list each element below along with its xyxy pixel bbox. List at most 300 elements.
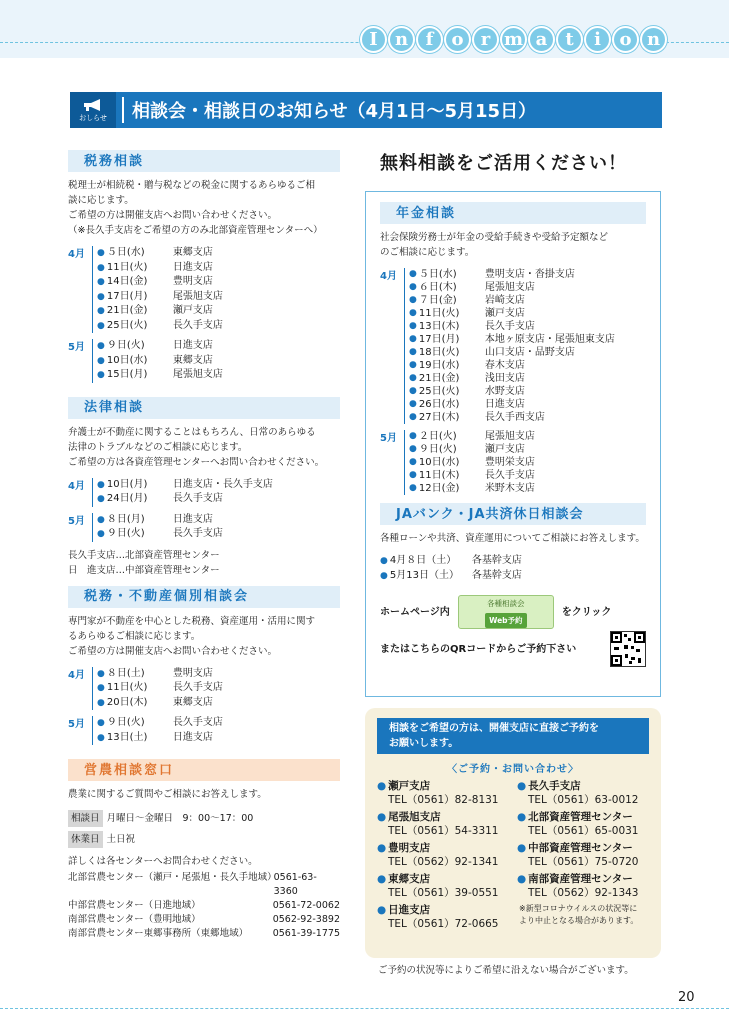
schedule-venue: 尾張旭支店 [484,282,535,293]
schedule-row [97,478,273,493]
bullet-icon: ● [409,269,417,279]
web-reservation-button[interactable] [458,595,554,629]
schedule-row [409,294,615,307]
realestate-description [68,614,340,659]
schedule-date: 25日(火) [106,319,148,331]
bullet-icon: ● [97,248,105,258]
month-label: 4月 [68,249,85,260]
schedule-row [97,527,223,542]
schedule-venue: 日進支店 [172,261,213,273]
bullet-icon: ● [97,683,105,693]
tag-value: 月曜日～金曜日 9：00～17：00 [106,813,254,824]
agri-more: 詳しくは各センターへお問合わせください。 [68,856,258,867]
brand-letter: I [360,26,387,53]
bullet-icon: ● [97,277,105,287]
bullet-icon: ● [409,444,417,454]
branch-name [377,903,509,917]
schedule-date: 20日(木) [106,696,148,708]
schedule-venue: 長久手支店 [172,682,223,693]
schedule-venue: 春木支店 [484,360,525,371]
pension-description [380,230,646,260]
month-label: 5月 [68,515,85,527]
branch-name-text: 南部資産管理センター [528,873,633,885]
schedule-date: 25日(火) [418,386,460,397]
tag: 相談日 [68,810,103,827]
bullet-icon: ● [97,262,105,273]
desc-line: ご希望の方は開催支店へお問い合わせください。 [68,645,278,657]
notice-header [70,92,662,128]
schedule-date: ２日(火) [418,431,457,442]
ja-date-list [380,554,646,583]
schedule-date: 10日(水) [106,354,148,366]
center-name: 南部営農センター（豊明地域） [68,914,201,925]
schedule-venue: 長久手支店 [172,717,223,728]
schedule-date: ９日(火) [418,444,457,455]
schedule-venue: 瀬戸支店 [172,305,213,316]
branch-contact [377,872,509,901]
schedule-date: 13日(土) [106,731,148,743]
center-row [68,899,340,913]
bullet-icon: ● [409,360,417,370]
contact-header-line: お願いします。 [389,738,459,749]
brand-letter: o [612,26,639,53]
realestate-heading: 税務・不動産個別相談会 [68,586,340,608]
branch-name [517,810,649,824]
branch-tel[interactable]: TEL（0561）72-0665 [388,918,499,930]
bullet-icon: ● [517,873,527,885]
branch-contact [517,872,649,901]
law-may [68,513,340,542]
branch-name-text: 東郷支店 [388,873,431,885]
badge-button-label: Web予約 [485,613,526,628]
desc-line: 弁護士が不動産に関することはもちろん、日常のあらゆる [68,426,316,438]
schedule-date: 10日(月) [106,478,148,490]
schedule-venue: 東郷支店 [172,247,213,258]
header-separator [122,97,124,123]
schedule-row [97,492,273,507]
schedule-row [97,290,223,305]
branch-name-text: 日進支店 [388,904,431,916]
schedule-venue: 岩崎支店 [484,295,525,306]
schedule-date: 27日(木) [418,412,460,423]
desc-line: 談に応じます。 [68,195,134,206]
branch-name [517,841,649,855]
schedule-date: ６日(木) [418,282,457,293]
schedule-date: 14日(金) [106,276,148,287]
bullet-icon: ● [97,306,105,316]
schedule-row [409,482,535,495]
schedule-row [97,716,223,731]
center-tel: 0562-92-3892 [272,914,340,925]
information-title [360,26,667,53]
tax-heading: 税務相談 [68,150,340,172]
ja-description: 各種ローンや共済、資産運用についてご相談にお答えします。 [380,533,645,544]
brand-letter: m [500,26,527,53]
branch-contact [377,810,509,839]
branch-tel[interactable]: TEL（0561）75-0720 [528,856,639,868]
center-row [68,913,340,927]
month-label: 4月 [68,480,85,492]
left-column [68,150,340,941]
branch-contact [377,903,509,932]
bullet-icon: ● [97,718,105,728]
bullet-icon: ● [97,479,105,490]
schedule-row [409,359,615,372]
branch-name-text: 北部資産管理センター [528,811,633,823]
wave-divider [0,1008,729,1009]
bullet-icon: ● [517,811,527,823]
bullet-icon: ● [377,873,387,885]
date-list [404,430,535,495]
bullet-icon: ● [409,412,417,422]
schedule-row [97,319,223,334]
agri-heading: 営農相談窓口 [68,759,340,781]
schedule-row [97,696,223,711]
schedule-row [97,731,223,746]
contact-grid [377,779,649,934]
bullet-icon: ● [377,842,387,854]
schedule-venue: 長久手支店 [172,528,223,539]
schedule-venue: 浅田支店 [484,373,525,384]
desc-line: ご希望の方は開催支店へお問い合わせください。 [68,210,278,221]
realestate-may [68,716,340,745]
web-reservation-row [380,595,646,629]
schedule-date: 26日(水) [418,399,460,410]
schedule-row [97,304,223,319]
schedule-venue: 尾張旭支店 [172,290,223,302]
bullet-icon: ● [409,334,417,344]
bullet-icon: ● [97,320,105,331]
schedule-date: ９日(火) [106,340,145,351]
schedule-venue: 日進支店 [484,399,525,410]
schedule-row [97,275,223,290]
schedule-venue: 長久手支店 [484,470,535,481]
qr-text: またはこちらのQRコードからご予約下さい [380,643,577,655]
bullet-icon: ● [409,431,417,441]
tax-may [68,339,340,383]
schedule-venue: 日進支店 [172,731,213,743]
brand-letter: i [584,26,611,53]
schedule-date: 21日(金) [106,305,148,316]
desc-line: ご希望の方は各資産管理センターへお問い合わせください。 [68,456,325,468]
center-tel: 0561-63-3360 [273,872,317,897]
schedule-row [409,385,615,398]
branch-tel[interactable]: TEL（0561）65-0031 [528,825,639,837]
schedule-venue: 米野木支店 [484,483,535,494]
agri-holiday [68,831,340,848]
bullet-icon: ● [409,399,417,409]
bullet-icon: ● [97,514,105,525]
month-label: 5月 [68,342,85,353]
schedule-venue: 東郷支店 [172,696,213,708]
schedule-venue: 山口支店・品野支店 [484,347,575,358]
schedule-venue: 水野支店 [484,386,525,397]
footer-note: ご予約の状況等によりご希望に沿えない場合がございます。 [378,965,634,976]
date-list [92,339,223,383]
page-title: 相談会・相談日のお知らせ（4月1日～5月15日） [132,101,537,122]
tax-description [68,178,340,238]
schedule-venue: 尾張旭支店 [172,369,223,380]
bullet-icon: ● [97,697,105,708]
center-list [68,871,340,941]
schedule-date: 17日(月) [418,334,460,345]
ja-date-row [380,554,646,569]
law-description [68,425,340,470]
realestate-april [68,667,340,711]
schedule-date: 11日(火) [418,308,460,319]
branch-tel[interactable]: TEL（0561）63-0012 [528,794,639,806]
date-list [404,268,615,424]
tax-april [68,246,340,333]
schedule-venue: 長久手支店 [484,321,535,332]
schedule-date: 11日(火) [106,682,148,693]
law-note [68,548,340,578]
branch-contact [517,810,649,839]
branch-name-text: 瀬戸支店 [388,780,431,792]
web-text: をクリック [561,606,612,618]
bullet-icon: ● [409,308,417,318]
law-heading: 法律相談 [68,397,340,419]
schedule-row [97,246,223,261]
schedule-date: 21日(金) [418,373,460,384]
month-label: 4月 [68,669,85,681]
branch-name-text: 尾張旭支店 [388,811,441,823]
branch-name [517,872,649,886]
schedule-row [409,469,535,482]
month-label: 4月 [380,271,397,282]
contact-header [377,718,649,754]
schedule-row [409,372,615,385]
branch-contact [517,841,649,870]
branch-contact [377,779,509,808]
schedule-date: 18日(火) [418,347,460,358]
brand-letter: n [640,26,667,53]
branch-tel[interactable]: TEL（0561）82-8131 [388,794,499,806]
branch-tel[interactable]: TEL（0562）92-1343 [528,887,639,899]
branch-name [377,872,509,886]
ja-heading: JAバンク・JA共済休日相談会 [380,503,646,525]
schedule-venue: 尾張旭支店 [484,431,535,442]
branch-tel[interactable]: TEL（0562）92-1341 [388,856,499,868]
schedule-date: ９日(火) [106,717,145,728]
schedule-date: 17日(月) [106,290,148,302]
bullet-icon: ● [377,904,387,916]
schedule-row [97,667,223,682]
schedule-venue: 豊明支店 [172,667,213,679]
pension-heading: 年金相談 [380,202,646,224]
schedule-date: 15日(月) [106,369,148,380]
brand-letter: a [528,26,555,53]
schedule-venue: 長久手支店 [172,493,223,504]
bullet-icon: ● [409,483,417,493]
schedule-date: 24日(月) [106,493,148,504]
schedule-row [409,346,615,359]
schedule-row [409,268,615,281]
qr-row [380,631,646,667]
schedule-venue: 豊明栄支店 [484,457,535,468]
bullet-icon: ● [409,457,417,467]
center-tel: 0561-72-0062 [272,900,340,911]
schedule-row [97,339,223,354]
qr-code-icon[interactable] [610,631,646,667]
bullet-icon: ● [517,842,527,854]
month-label: 5月 [380,433,397,444]
contact-header-line: 相談をご希望の方は、開催支店に直接ご予約を [389,723,599,734]
covid-note [517,903,649,927]
pension-april [380,268,646,424]
bullet-icon: ● [380,556,388,566]
free-consult-title: 無料相談をご活用ください！ [380,153,627,174]
icon-label: おしらせ [79,113,107,122]
schedule-date: ８日(土) [106,667,145,679]
bullet-icon: ● [97,291,105,302]
date-list [92,246,223,333]
brand-letter: n [388,26,415,53]
schedule-venue: 日進支店・長久手支店 [172,478,273,490]
agri-hours [68,810,340,827]
bullet-icon: ● [97,370,105,380]
law-april [68,478,340,507]
desc-line: 税理士が相続税・贈与税などの税金に関するあらゆるご相 [68,180,316,191]
desc-line: るあらゆるご相談に応じます。 [68,630,201,642]
contact-column [517,779,649,934]
badge-label: 各種相談会 [487,599,525,608]
schedule-venue: 長久手支店 [172,319,223,331]
schedule-venue: 豊明支店 [172,276,213,287]
brand-letter: o [444,26,471,53]
bullet-icon: ● [409,321,417,331]
ja-date-row [380,569,646,584]
branch-tel[interactable]: TEL（0561）54-3311 [388,825,499,837]
schedule-venue: 本地ヶ原支店・尾張旭東支店 [484,334,615,345]
center-name: 南部営農センター東郷事務所（東郷地域） [68,928,249,939]
note-line: 日 進支店…中部資産管理センター [68,564,220,576]
schedule-venue: 瀬戸支店 [484,308,525,319]
tag-value: 土日祝 [106,834,136,845]
desc-line: のご相談に応じます。 [380,247,475,258]
branch-tel[interactable]: TEL（0561）39-0551 [388,887,499,899]
bullet-icon: ● [409,282,417,292]
right-box [365,191,661,697]
schedule-venue: 瀬戸支店 [484,444,525,455]
center-name: 中部営農センター（日進地域） [68,900,201,911]
schedule-venue: 豊明支店・沓掛支店 [484,269,575,280]
note-line: より中止となる場合があります。 [519,916,639,925]
page-number: 20 [678,990,695,1005]
bullet-icon: ● [377,811,387,823]
schedule-venue: 日進支店 [172,340,213,351]
schedule-venue: 日進支店 [172,513,213,525]
bullet-icon: ● [97,341,105,351]
schedule-row [97,354,223,369]
ja-venue: 各基幹支店 [471,555,522,566]
center-row [68,927,340,941]
date-list [92,716,223,745]
schedule-row [409,411,615,424]
contact-subtitle: 〈ご予約・お問い合わせ〉 [447,764,579,775]
bullet-icon: ● [517,780,527,792]
schedule-row [97,513,223,528]
branch-name [377,841,509,855]
ja-date: 5月13日（土） [389,569,459,581]
branch-contact [517,779,649,808]
bullet-icon: ● [97,529,105,539]
note-line: ※新型コロナウイルスの状況等に [519,904,638,913]
desc-line: 法律のトラブルなどのご相談に応じます。 [68,441,248,453]
contact-column [377,779,509,934]
bullet-icon: ● [409,295,417,305]
brand-letter: t [556,26,583,53]
brand-letter: r [472,26,499,53]
contact-list [517,779,649,901]
schedule-row [97,368,223,383]
schedule-row [409,307,615,320]
schedule-row [409,398,615,411]
desc-line: （※長久手支店をご希望の方のみ北部資産管理センターへ） [68,225,323,236]
schedule-row [409,456,535,469]
schedule-row [409,443,535,456]
note-line: 長久手支店…北部資産管理センター [68,549,220,561]
date-list [92,667,223,711]
date-list [92,478,273,507]
bullet-icon: ● [97,732,105,743]
branch-name-text: 豊明支店 [388,842,431,854]
schedule-date: ８日(月) [106,513,145,525]
schedule-date: 13日(木) [418,321,460,332]
branch-name-text: 中部資産管理センター [528,842,633,854]
branch-name [377,779,509,793]
tag: 休業日 [68,831,103,848]
brand-letter: f [416,26,443,53]
desc-line: 専門家が不動産を中心とした税務、資産運用・活用に関す [68,615,316,627]
schedule-venue: 東郷支店 [172,354,213,366]
schedule-row [409,281,615,294]
pension-may [380,430,646,495]
schedule-venue: 長久手西支店 [484,412,545,423]
schedule-date: ９日(火) [106,528,145,539]
schedule-date: 12日(金) [418,483,460,494]
date-list [92,513,223,542]
bullet-icon: ● [409,386,417,396]
schedule-date: 10日(水) [418,457,460,468]
branch-name-text: 長久手支店 [528,780,581,792]
ja-date: 4月８日（土） [389,555,457,566]
schedule-row [409,320,615,333]
center-row [68,871,340,899]
schedule-row [97,681,223,696]
center-tel: 0561-39-1775 [272,928,340,939]
schedule-row [97,261,223,276]
schedule-date: ７日(金) [418,295,457,306]
schedule-date: 11日(木) [418,470,460,481]
bullet-icon: ● [409,347,417,357]
ja-venue: 各基幹支店 [471,569,522,581]
branch-name [517,779,649,793]
schedule-date: 11日(火) [106,261,148,273]
bullet-icon: ● [409,470,417,480]
branch-contact [377,841,509,870]
bullet-icon: ● [377,780,387,792]
bullet-icon: ● [97,355,105,366]
bullet-icon: ● [97,668,105,679]
bullet-icon: ● [409,373,417,383]
center-name: 北部営農センター（瀬戸・尾張旭・長久手地域） [68,872,277,883]
schedule-date: 19日(水) [418,360,460,371]
month-label: 5月 [68,719,85,730]
desc-line: 社会保険労務士が年金の受給手続きや受給予定額など [380,232,609,243]
bullet-icon: ● [97,494,105,504]
schedule-date: ５日(水) [418,269,457,280]
